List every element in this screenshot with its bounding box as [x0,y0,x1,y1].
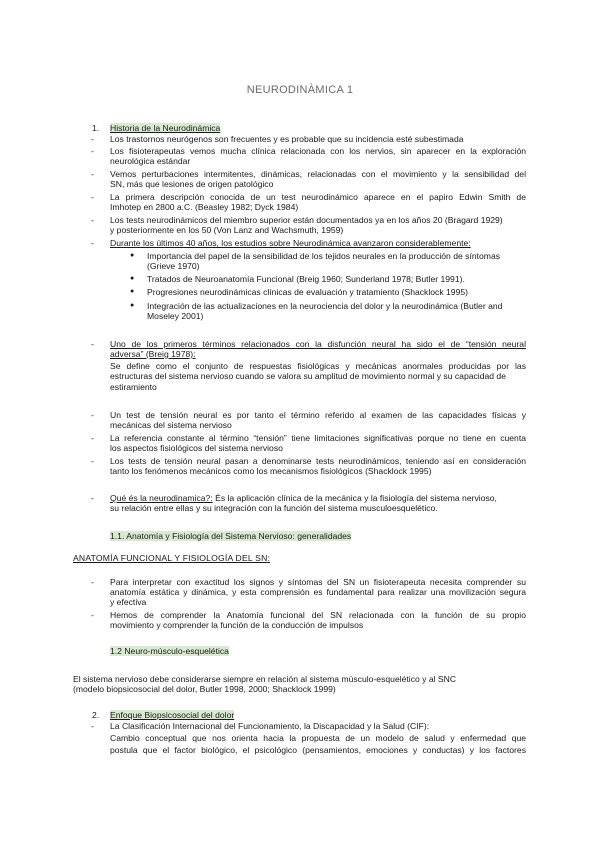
question-line [110,493,497,503]
list-item-cont: movimiento y comprender la función de la conducción de impulsos [110,620,364,630]
list-item: Los trastornos neurógenos son frecuentes y es probable que su incidencia esté subestimada [110,134,464,144]
dash-marker: - [91,410,94,420]
dash-marker: - [91,238,94,248]
bullet-item: Importancia del papel de la sensibilidad de los tejidos neurales en la producción de síntomas [147,251,501,261]
dash-marker: - [91,146,94,156]
question-text: Qué és la neurodinamica?: [110,493,213,503]
list-item-cont: tanto los fenómenos mecánicos como los mecanismos fisiológicos (Shacklock 1995) [110,466,432,476]
list-item-cont: neurológica estándar [110,156,191,166]
bullet-item-cont: (Grieve 1970) [147,261,200,271]
dash-marker: - [91,721,94,731]
tension-body: estructuras del sistema nervioso cuando se valora su amplitud de movimiento normal y su capacidad de [110,371,506,381]
list-item: Los fisioterapeutas vemos mucha clínica relacionada con los nervios, sin aparecer en la exploración [110,146,526,156]
anatomy-heading: ANATOMÍA FUNCIONAL Y FISIOLOGÍA DEL SN: [73,553,271,563]
bullet-marker: ● [130,288,135,295]
bullet-marker: ● [130,275,135,282]
list-item-cont: anatomía estática y dinámica, y esta comprensión es fundamental para realizar una movilización segura [110,587,526,597]
cif-body: postula que el factor biológico, el psicológico (pensamientos, emociones y conductas) y los factores [110,745,526,755]
list-item-cont: los aspectos fisiológicos del sistema nervioso [110,443,283,453]
list-item-cont: y efectiva [110,597,147,607]
list-item-cont: mecánicas del sistema nervioso [110,420,232,430]
answer-text: És la aplicación clínica de la mecánica y la fisiología del sistema nervioso, [212,493,497,503]
list-item: Para interpretar con exactitud los signos y síntomas del SN un fisioterapeuta necesita comprender su [110,577,526,587]
tension-heading: Uno de los primeros términos relacionados con la disfunción neural ha sido el de “tensión neural [110,339,526,349]
dash-marker: - [91,493,94,503]
list-item: Los tests neurodinámicos del miembro superior están documentados ya en los años 20 (Bragard 1929) [110,215,503,225]
section-heading: Historia de la Neurodinámica [110,123,221,133]
cif-body: Cambio conceptual que nos orienta hacia la propuesta de un modelo de salud y enfermedad que [110,733,526,743]
dash-marker: - [91,433,94,443]
list-item: Un test de tensión neural es por tanto el término referido al examen de las capacidades físicas y [110,410,526,420]
page-title: NEURODINÀMICA 1 [246,84,354,96]
dash-marker: - [91,610,94,620]
tension-body: estiramiento [110,382,157,392]
subsection-heading: 1.1. Anatomía y Fisiología del Sistema Nervioso: generalidades [110,531,352,541]
tension-heading-cont: adversa” (Breig 1978): [110,349,196,359]
cif-title: La Clasificación Internacional del Funcionamiento, la Discapacidad y la Salud (CIF): [110,721,430,731]
section-number: 1. [92,123,100,133]
dash-marker: - [91,134,94,144]
list-item: La primera descripción conocida de un test neurodinámico aparece en el papiro Edwin Smith de [110,192,526,202]
dash-marker: - [91,456,94,466]
list-item-cont: SN, más que lesiones de origen patológico [110,179,274,189]
list-item: Vemos perturbaciones intermitentes, dinámicas, relacionadas con el movimiento y la sensibilidad del [110,169,526,179]
list-item-cont: y posteriormente en los 50 (Von Lanz and Wachsmuth, 1959) [110,225,344,235]
subsection-heading: 1.2 Neuro-músculo-esquelética [110,646,229,656]
bullet-marker: ● [130,252,135,259]
list-item: La referencia constante al término “tensión” tiene limitaciones significativas porque no tiene en cuenta [110,433,526,443]
bullet-item: Integración de las actualizaciones en la neurociencia del dolor y la neurodinámica (Butler and [147,301,503,311]
answer-text-cont: su relación entre ellas y su integración con la función del sistema musculoesquelético. [110,503,438,513]
paragraph: El sistema nervioso debe considerarse siempre en relación al sistema músculo-esquelético y al SNC [73,674,457,684]
list-item-cont: Imhotep en 2800 a.C. (Beasley 1982; Dyck 1984) [110,202,299,212]
dash-marker: - [91,192,94,202]
bullet-item: Progresiones neurodinámicas clínicas de evaluación y tratamiento (Shacklock 1995) [147,287,469,297]
list-item: Los tests de tensión neural pasan a denominarse tests neurodinámicos, teniendo así en consideración [110,456,526,466]
section-number: 2. [92,710,100,720]
bullet-marker: ● [130,302,135,309]
dash-marker: - [91,339,94,349]
tension-body: Se define como el conjunto de respuestas fisiológicas y mecánicas anormales producidas por las [110,361,526,371]
dash-marker: - [91,169,94,179]
list-item: Durante los últimos 40 años, los estudios sobre Neurodinámica avanzaron considerablemente: [110,238,471,248]
list-item: Hemos de comprender la Anatomía funcional del SN relacionada con la función de su propio [110,610,526,620]
dash-marker: - [91,577,94,587]
dash-marker: - [91,215,94,225]
bullet-item: Tratados de Neuroanatomía Funcional (Breig 1960; Sunderland 1978; Butler 1991). [147,274,465,284]
section-heading: Enfoque Biopsicosocial del dolor [110,710,235,720]
paragraph: (modelo biopsicosocial del dolor, Butler 1998, 2000; Shacklock 1999) [73,684,336,694]
bullet-item-cont: Moseley 2001) [147,311,204,321]
